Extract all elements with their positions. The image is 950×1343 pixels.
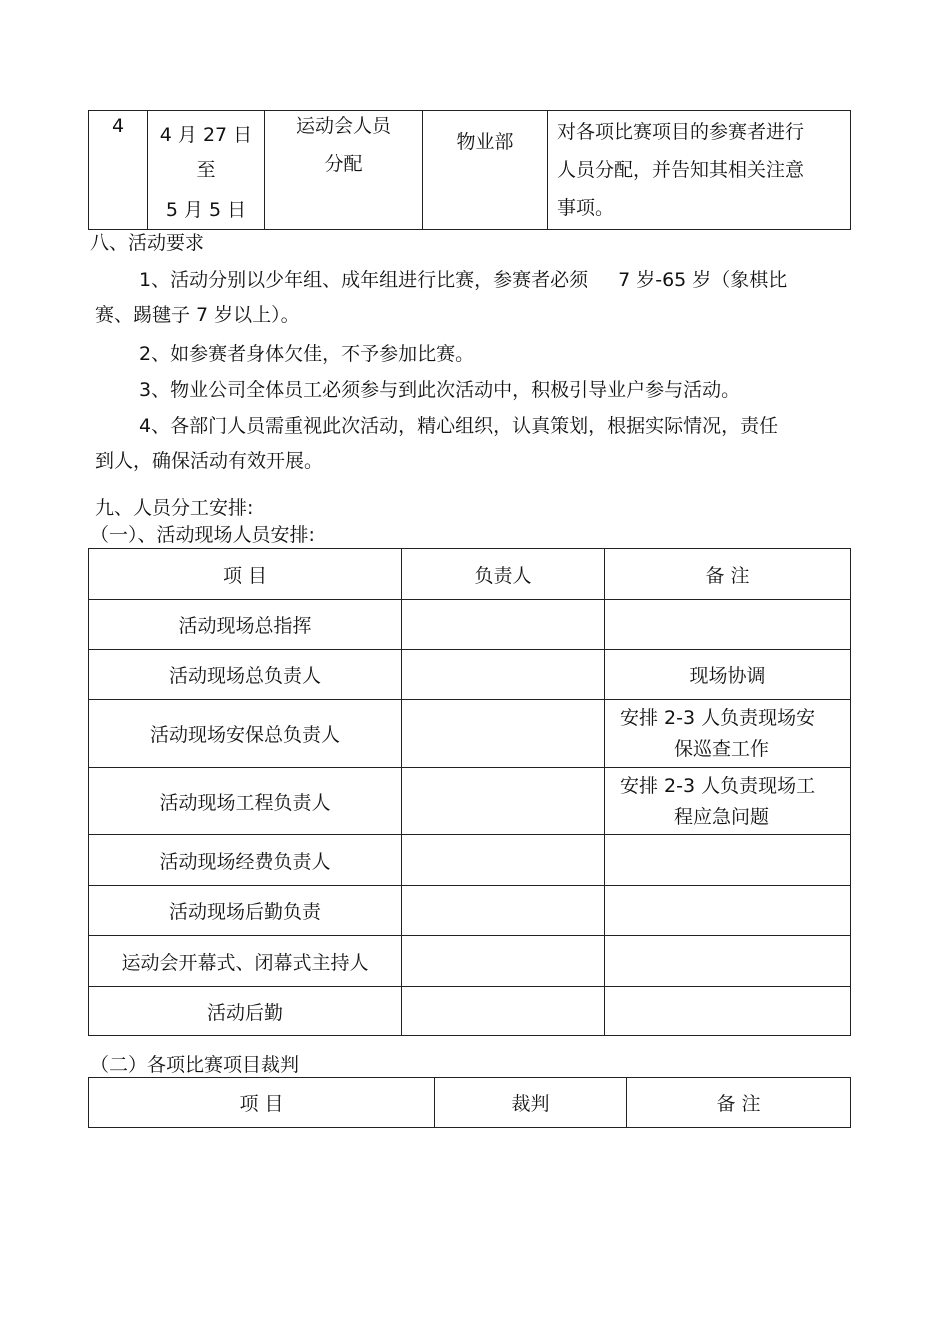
referee-table [88, 1077, 851, 1128]
row-person [402, 650, 605, 700]
requirement-3: 3、物业公司全体员工必须参与到此次活动中，积极引导业户参与活动。 [139, 379, 741, 401]
dept-cell [423, 111, 548, 230]
row-person [402, 600, 605, 650]
table-row [89, 600, 851, 650]
date-line: 至 [196, 159, 216, 181]
row-person [402, 987, 605, 1036]
item-cell [265, 111, 423, 230]
requirement-1-line2: 赛、踢毽子 7 岁以上）。 [95, 304, 300, 326]
desc-line: 事项。 [557, 197, 615, 219]
row-item: 活动现场总负责人 [89, 650, 402, 700]
subsection-2-heading: （二）各项比赛项目裁判 [90, 1054, 300, 1076]
row-item: 活动现场后勤负责 [89, 886, 402, 936]
desc-line: 对各项比赛项目的参赛者进行 [557, 121, 805, 143]
header-item: 项 目 [89, 549, 402, 600]
row-note-line2: 保巡查工作 [674, 738, 770, 760]
row-note [605, 600, 851, 650]
header-item: 项 目 [89, 1078, 435, 1128]
row-person [402, 700, 605, 768]
subsection-1-heading: （一）、活动现场人员安排: [90, 524, 315, 546]
item-line: 运动会人员 [295, 115, 391, 137]
row-note [605, 987, 851, 1036]
table-row [89, 835, 851, 886]
row-note [605, 886, 851, 936]
row-item: 活动现场经费负责人 [89, 835, 402, 886]
row-person [402, 768, 605, 835]
row-note [605, 835, 851, 886]
referee-table-header-row [89, 1078, 851, 1128]
date-cell [148, 111, 265, 230]
row-item: 活动现场安保总负责人 [89, 700, 402, 768]
row-person [402, 936, 605, 987]
requirement-2: 2、如参赛者身体欠佳，不予参加比赛。 [139, 343, 475, 365]
desc-line: 人员分配，并告知其相关注意 [557, 159, 805, 181]
header-person: 负责人 [402, 549, 605, 600]
row-item: 活动后勤 [89, 987, 402, 1036]
table-row [89, 650, 851, 700]
row-note-line2: 程应急问题 [674, 806, 770, 828]
requirement-1 [95, 263, 850, 333]
schedule-table [88, 110, 851, 230]
row-number-cell [89, 111, 148, 230]
row-item: 运动会开幕式、闭幕式主持人 [89, 936, 402, 987]
table-row [89, 700, 851, 768]
requirement-4 [95, 409, 850, 479]
row-person [402, 835, 605, 886]
requirement-4-line2: 到人，确保活动有效开展。 [95, 450, 324, 472]
row-note [605, 936, 851, 987]
header-note: 备 注 [605, 549, 851, 600]
item-line: 分配 [324, 153, 363, 175]
desc-cell [548, 111, 851, 230]
section8-heading: 八、活动要求 [90, 232, 205, 254]
table-row [89, 936, 851, 987]
requirement-1-tail: 7 岁-65 岁（象棋比 [618, 269, 788, 291]
row-note: 现场协调 [605, 650, 851, 700]
dept-text: 物业部 [456, 131, 514, 153]
header-note: 备 注 [627, 1078, 851, 1128]
table-row [89, 768, 851, 835]
requirement-4-line1: 4、各部门人员需重视此次活动，精心组织，认真策划，根据实际情况，责任 [139, 415, 779, 437]
date-line: 5 月 5 日 [165, 199, 247, 221]
section9-heading: 九、人员分工安排: [95, 497, 254, 519]
requirement-1-text: 1、活动分别以少年组、成年组进行比赛，参赛者必须 [139, 269, 589, 291]
row-note-line1: 安排 2-3 人负责现场工 [620, 775, 816, 797]
row-person [402, 886, 605, 936]
staff-table-header-row [89, 549, 851, 600]
row-note-line1: 安排 2-3 人负责现场安 [620, 707, 816, 729]
staff-table [88, 548, 851, 1036]
row-item: 活动现场工程负责人 [89, 768, 402, 835]
date-line: 4 月 27 日 [159, 124, 253, 146]
table-row [89, 987, 851, 1036]
row-note [605, 700, 851, 768]
requirement-1-line1 [95, 263, 850, 298]
row-note [605, 768, 851, 835]
row-item: 活动现场总指挥 [89, 600, 402, 650]
row-number: 4 [111, 115, 125, 137]
table-row [89, 886, 851, 936]
header-referee: 裁判 [435, 1078, 627, 1128]
